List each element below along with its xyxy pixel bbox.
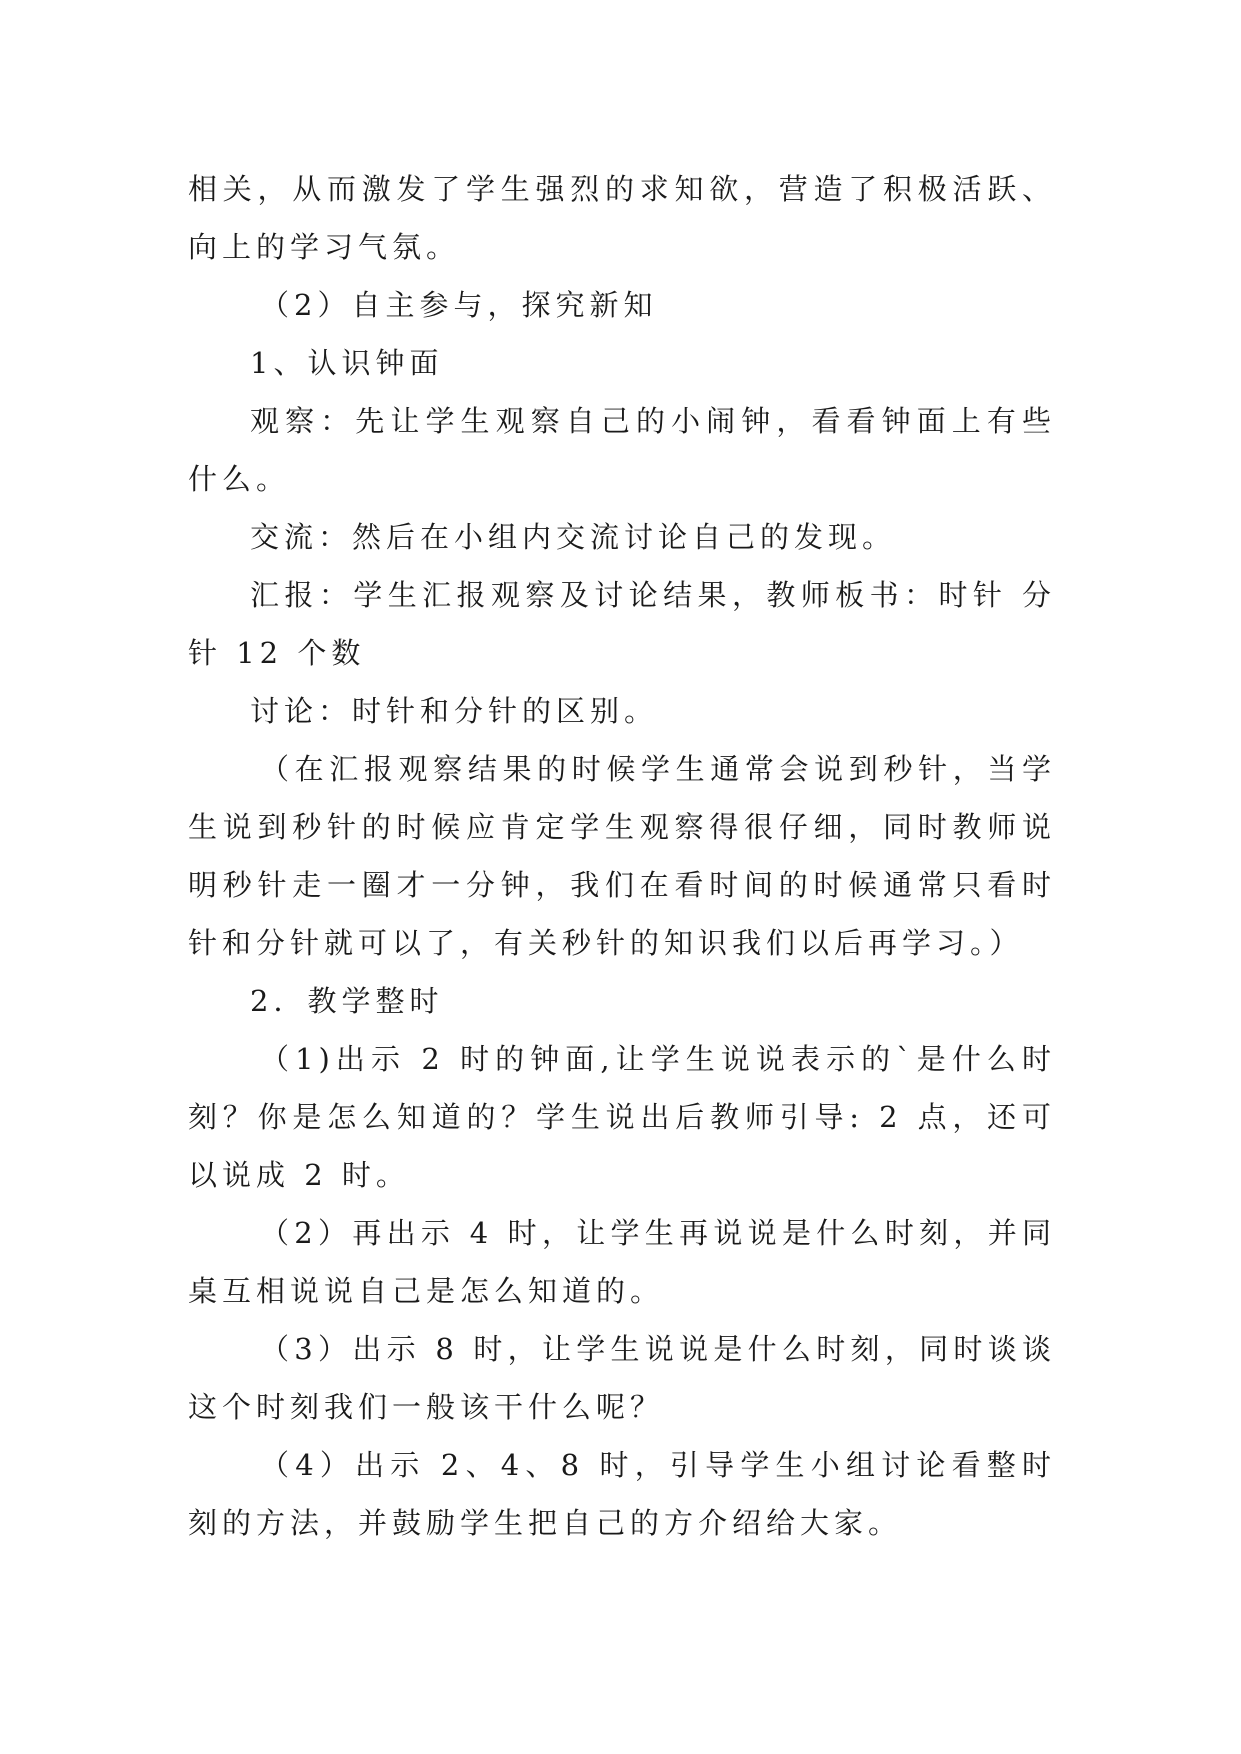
paragraph-discuss: 讨论：时针和分针的区别。	[250, 694, 659, 728]
paragraph-intro-continuation: 相关，从而激发了学生强烈的求知欲，营造了积极活跃、向上的学习气氛。	[188, 172, 1056, 264]
paragraph-step-1: （1)出示 2 时的钟面,让学生说说表示的`是什么时刻？你是怎么知道的？学生说出后教师引导: 2 点，还可以说成 2 时。	[188, 1042, 1056, 1192]
paragraph-step-2: （2）再出示 4 时，让学生再说说是什么时刻，并同桌互相说说自己是怎么知道的。	[188, 1216, 1056, 1308]
section-heading-explore: （2）自主参与，探究新知	[260, 288, 658, 322]
paragraph-second-hand-note: （在汇报观察结果的时候学生通常会说到秒针，当学生说到秒针的时候应肯定学生观察得很仔细，同时教师说明秒针走一圈才一分钟，我们在看时间的时候通常只看时针和分针就可以了，有关秒针的知识我们以后再学习。）	[188, 752, 1056, 960]
paragraph-report: 汇报：学生汇报观察及讨论结果，教师板书：时针 分针 12 个数	[188, 578, 1056, 670]
subheading-clock-face: 1、认识钟面	[250, 346, 444, 380]
paragraph-step-4: （4）出示 2、4、8 时，引导学生小组讨论看整时刻的方法，并鼓励学生把自己的方介绍给大家。	[188, 1448, 1056, 1540]
paragraph-step-3: （3）出示 8 时，让学生说说是什么时刻，同时谈谈这个时刻我们一般该干什么呢？	[188, 1332, 1056, 1424]
document-body	[188, 160, 1056, 1552]
subheading-whole-hours: 2．教学整时	[250, 984, 444, 1018]
paragraph-observe: 观察：先让学生观察自己的小闹钟，看看钟面上有些什么。	[188, 404, 1056, 496]
paragraph-exchange: 交流：然后在小组内交流讨论自己的发现。	[250, 520, 897, 554]
